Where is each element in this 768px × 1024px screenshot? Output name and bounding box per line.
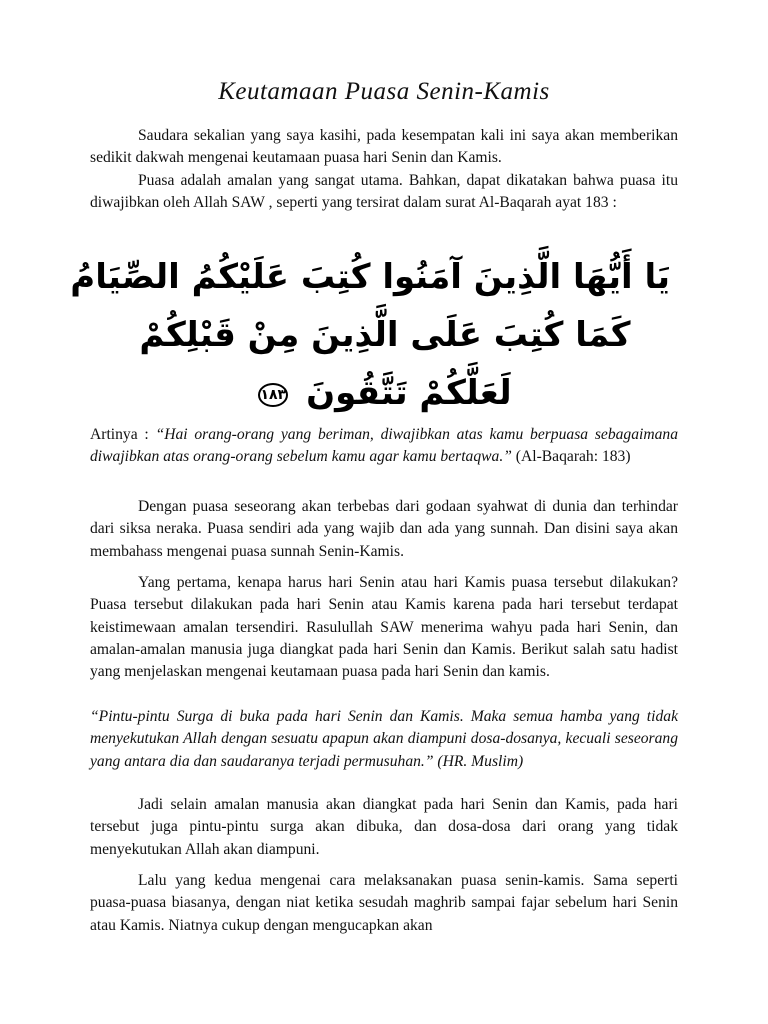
hadith-block <box>90 706 678 773</box>
paragraph-fasting-obligation: Puasa adalah amalan yang sangat utama. Bahkan, dapat dikatakan bahwa puasa itu diwajibkan oleh Allah SAW , seperti yang tersirat dalam surat Al-Baqarah ayat 183 : <box>90 171 678 211</box>
arabic-line-3-text: لَعَلَّكُمْ تَتَّقُونَ <box>306 373 512 413</box>
paragraph-benefits: Dengan puasa seseorang akan terbebas dari godaan syahwat di dunia dan terhindar dari siksa neraka. Puasa sendiri ada yang wajib dan ada yang sunnah. Dan disini saya akan membahass mengenai puasa sunnah Senin-Kamis. <box>90 498 678 560</box>
body-paragraph-6 <box>90 870 678 937</box>
body-paragraph-4 <box>90 572 678 683</box>
paragraph-heaven-gates: Jadi selain amalan manusia akan diangkat pada hari Senin dan Kamis, pada hari tersebut juga pintu-pintu surga akan dibuka, dan dosa-dosa dari orang yang tidak menyekutukan Allah akan diampuni. <box>90 796 678 858</box>
translation-quote: “Hai orang-orang yang beriman, diwajibkan atas kamu berpuasa sebagaimana diwajibkan atas orang-orang sebelum kamu agar kamu bertaqwa.” <box>90 426 679 466</box>
body-paragraph-5 <box>90 794 678 861</box>
arabic-line-2: كَمَا كُتِبَ عَلَى الَّذِينَ مِنْ قَبْلِكُمْ <box>139 315 631 355</box>
translation-section <box>90 424 678 469</box>
arabic-line-3 <box>100 364 670 422</box>
paragraph-how-to-fast: Lalu yang kedua mengenai cara melaksanakan puasa senin-kamis. Sama seperti puasa-puasa biasanya, dengan niat ketika sesudah maghrib sampai fajar sebelum hari Senin atau Kamis. Niatnya cukup dengan mengucapkan akan <box>90 872 678 934</box>
document-title: Keutamaan Puasa Senin-Kamis <box>218 78 550 105</box>
quran-verse-arabic <box>70 248 670 422</box>
translation-lead: Artinya : <box>90 426 156 443</box>
paragraph-why-monday-thursday: Yang pertama, kenapa harus hari Senin atau hari Kamis puasa tersebut dilakukan? Puasa tersebut dilakukan pada hari Senin atau Kamis karena pada hari tersebut terdapat keistimewaan amalan tersendiri. Rasulullah SAW menerima wahyu pada hari Senin, dan amalan-amalan manusia juga diangkat pada hari Senin dan Kamis. Berikut salah satu hadist yang menjelaskan mengenai keutamaan puasa pada hari Senin dan kamis. <box>90 574 678 681</box>
hadith-quote: “Pintu-pintu Surga di buka pada hari Senin dan Kamis. Maka semua hamba yang tidak menyekutukan Allah dengan sesuatu apapun akan diampuni dosa-dosanya, kecuali seseorang yang antara dia dan saudaranya terjadi permusuhan.” (HR. Muslim) <box>90 708 678 770</box>
body-paragraph-3 <box>90 496 678 563</box>
ayah-number-icon: ١٨٣ <box>258 383 288 407</box>
intro-section <box>90 125 678 214</box>
translation-paragraph <box>90 424 678 469</box>
paragraph-intro: Saudara sekalian yang saya kasihi, pada kesempatan kali ini saya akan memberikan sedikit dakwah mengenai keutamaan puasa hari Senin dan Kamis. <box>90 127 678 167</box>
arabic-line-1: يَا أَيُّهَا الَّذِينَ آمَنُوا كُتِبَ عَلَيْكُمُ الصِّيَامُ <box>70 257 670 297</box>
translation-reference: (Al-Baqarah: 183) <box>515 448 631 466</box>
